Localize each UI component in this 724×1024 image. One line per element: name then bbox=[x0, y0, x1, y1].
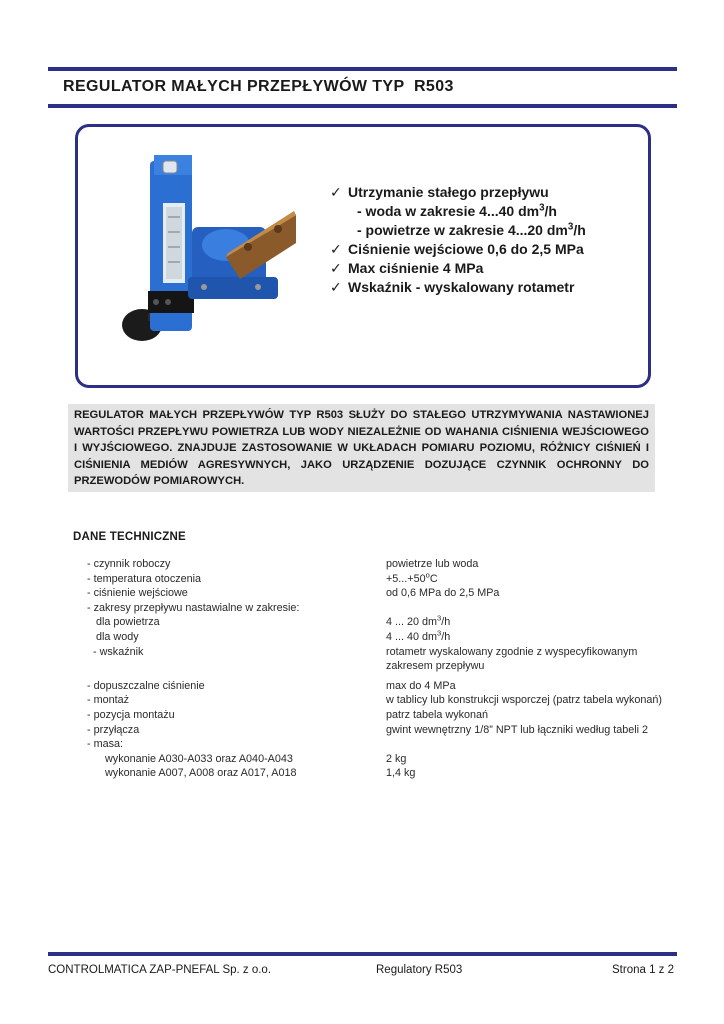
feature-subitem: - powietrze w zakresie 4...20 $dm^3/h$ bbox=[357, 221, 586, 238]
specs-heading: DANE TECHNICZNE bbox=[73, 531, 186, 543]
check-icon: ✓ bbox=[330, 260, 342, 276]
spec-row: - montaż w tablicy lub konstrukcji wsporczej (patrz tabela wykonań) bbox=[87, 694, 663, 707]
spec-row: wykonanie A030-A033 oraz A040-A043 2 kg bbox=[87, 752, 407, 765]
feature-list bbox=[330, 183, 586, 297]
feature-item bbox=[330, 240, 586, 259]
spec-row: - zakresy przepływu nastawialne w zakresie: bbox=[87, 601, 300, 614]
check-icon: ✓ bbox=[330, 279, 342, 295]
check-icon: ✓ bbox=[330, 184, 342, 200]
footer-product: Regulatory R503 bbox=[376, 964, 463, 976]
feature-item bbox=[330, 183, 586, 202]
footer-rule bbox=[48, 952, 677, 956]
specs-table bbox=[87, 557, 687, 781]
feature-subitem: - woda w zakresie 4...40 $dm^3/h$ bbox=[357, 202, 557, 219]
feature-item bbox=[330, 278, 586, 297]
spec-row: wykonanie A007, A008 oraz A017, A018 1,4 kg bbox=[87, 767, 416, 780]
page-title: REGULATOR MAŁYCH PRZEPŁYWÓW TYP R503 bbox=[63, 78, 454, 95]
feature-text: Ciśnienie wejściowe 0,6 do 2,5 MPa bbox=[348, 241, 584, 257]
check-icon: ✓ bbox=[330, 241, 342, 257]
spec-row: dla wody 4 ... 40 $dm^3/h$ bbox=[87, 628, 451, 643]
spec-row: - ciśnienie wejściowe od 0,6 MPa do 2,5 MPa bbox=[87, 587, 500, 600]
spec-row: - masa: bbox=[87, 738, 123, 751]
feature-text: Max ciśnienie 4 MPa bbox=[348, 260, 484, 276]
spec-row: - przyłącza gwint wewnętrzny 1/8” NPT lub łączniki według tabeli 2 bbox=[87, 723, 649, 736]
spec-row: - wskaźnik rotametr wyskalowany zgodnie z wyspecyfikowanym zakresem przepływu bbox=[87, 645, 638, 673]
feature-text: Wskaźnik - wyskalowany rotametr bbox=[348, 279, 575, 295]
product-panel bbox=[75, 124, 651, 388]
product-image bbox=[108, 137, 298, 367]
feature-item bbox=[330, 259, 586, 278]
footer-company: CONTROLMATICA ZAP-PNEFAL Sp. z o.o. bbox=[48, 964, 272, 976]
spec-row: dla powietrza 4 ... 20 $dm^3/h$ bbox=[87, 613, 451, 629]
spec-row: - dopuszczalne ciśnienie max do 4 MPa bbox=[87, 679, 456, 692]
feature-text: Utrzymanie stałego przepływu bbox=[348, 184, 549, 200]
spec-row: - czynnik roboczy powietrze lub woda bbox=[87, 558, 479, 570]
top-rule bbox=[48, 67, 677, 71]
footer-page: Strona 1 z 2 bbox=[612, 964, 675, 976]
spec-row: - pozycja montażu patrz tabela wykonań bbox=[87, 708, 489, 721]
spec-row: - temperatura otoczenia $+5...+50^oC$ bbox=[87, 570, 438, 585]
title-rule bbox=[48, 104, 677, 108]
intro-paragraph: REGULATOR MAŁYCH PRZEPŁYWÓW TYP R503 SŁUŻY DO STAŁEGO UTRZYMYWANIA NASTAWIONEJ WARTOŚCI PRZEPŁYWU POWIETRZA LUB WODY NIEZALEŻNIE OD WAHANIA CIŚNIENIA WEJŚCIOWEGO I WYJŚCIOWEGO. ZNAJDUJE ZASTOSOWANIE W UKŁADACH POMIARU POZIOMU, RÓŻNICY CIŚNIEŃ I CIŚNIENIA MEDIÓW AGRESYWNYCH, JAKO URZĄDZENIE DOZUJĄCE CZYNNIK OCHRONNY DO PRZEWODÓW POMIAROWYCH. bbox=[68, 404, 655, 492]
